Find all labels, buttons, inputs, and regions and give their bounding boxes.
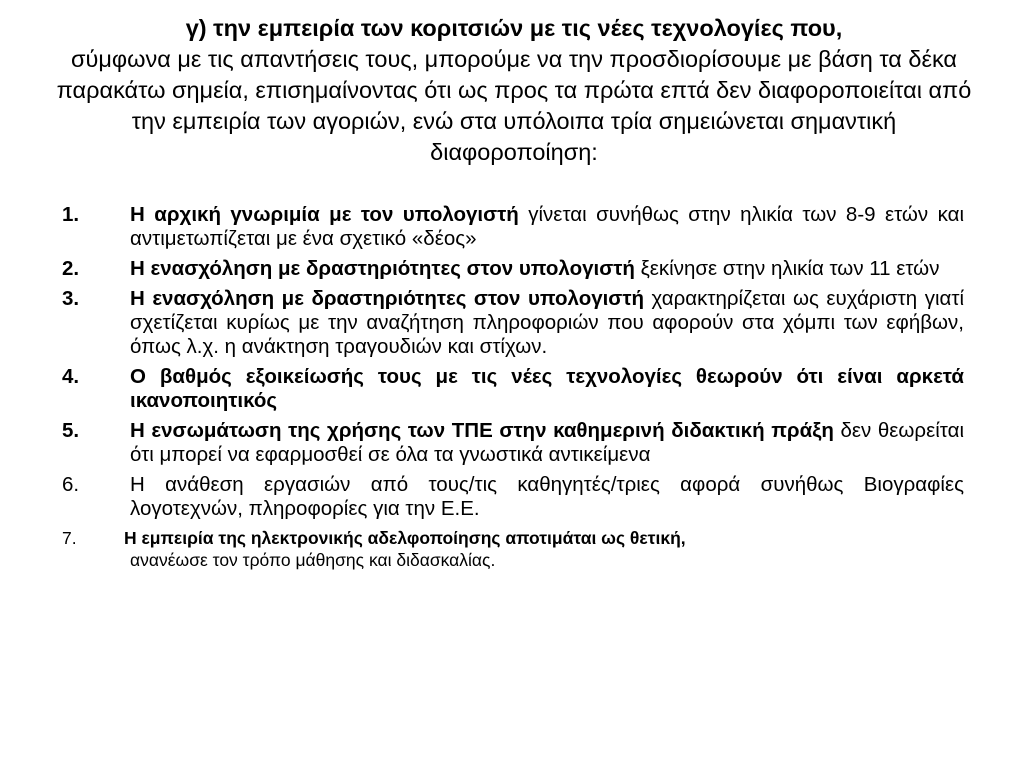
item-text: ξεκίνησε στην ηλικία των 11 ετών (634, 257, 940, 280)
item-text: δεν θεωρείται ότι μπορεί να εφαρμοσθεί σε όλα τα γνωστικά αντικείμενα (130, 419, 964, 466)
list-item (62, 365, 964, 413)
list-item (62, 419, 964, 467)
item-text: Η ανάθεση εργασιών από τους/τις καθηγητές/τριες αφορά συνήθως Βιογραφίες λογοτεχνών, πληροφορίες για την Ε.Ε. (130, 473, 964, 520)
item-bold-text: Η εμπειρία της ηλεκτρονικής αδελφοποίησης αποτιμάται ως θετική, (124, 528, 686, 548)
item-number: 6. (62, 473, 80, 496)
item-number: 4. (62, 365, 80, 388)
item-text: γίνεται συνήθως στην ηλικία των 8-9 ετών και αντιμετωπίζεται με ένα σχετικό «δέος» (130, 203, 964, 250)
item-bold-text: Η ενσωμάτωση της χρήσης των ΤΠΕ στην καθημερινή διδακτική πράξη (130, 419, 834, 442)
item-bold-text: Η ενασχόληση με δραστηριότητες στον υπολογιστή (130, 257, 635, 280)
list-item (62, 473, 964, 521)
findings-list (62, 203, 964, 577)
list-item (62, 203, 964, 251)
item-number: 1. (62, 203, 80, 226)
item-bold-text: Η αρχική γνωριμία με τον υπολογιστή (130, 203, 519, 226)
item-number: 7. (62, 528, 77, 548)
item-number: 3. (62, 287, 80, 310)
intro-heading: γ) την εμπειρία των κοριτσιών με τις νέες τεχνολογίες που, (185, 15, 843, 41)
intro-text: σύμφωνα με τις απαντήσεις τους, μπορούμε να την προσδιορίσουμε με βάση τα δέκα παρακάτω σημεία, επισημαίνοντας ότι ως προς τα πρώτα επτά δεν διαφοροποιείται από την εμπειρία των αγοριών, ενώ στα υπόλοιπα τρία σημειώνεται σημαντική διαφοροποίηση: (56, 46, 972, 165)
item-text: ανανέωσε τον τρόπο μάθησης και διδασκαλίας. (130, 550, 496, 570)
item-number: 2. (62, 257, 80, 280)
intro-paragraph (50, 13, 978, 168)
list-item (62, 527, 964, 571)
list-item (62, 287, 964, 359)
item-text: χαρακτηρίζεται ως ευχάριστη γιατί σχετίζεται κυρίως με την αναζήτηση πληροφοριών που αφορούν στα χόμπι των εφήβων, όπως λ.χ. η ανάκτηση τραγουδιών και στίχων. (130, 287, 964, 358)
item-bold-text: Ο βαθμός εξοικείωσής τους με τις νέες τεχνολογίες θεωρούν ότι είναι αρκετά ικανοποιητικός (130, 365, 964, 412)
item-number: 5. (62, 419, 80, 442)
item-bold-text: Η ενασχόληση με δραστηριότητες στον υπολογιστή (130, 287, 645, 310)
list-item (62, 257, 964, 281)
